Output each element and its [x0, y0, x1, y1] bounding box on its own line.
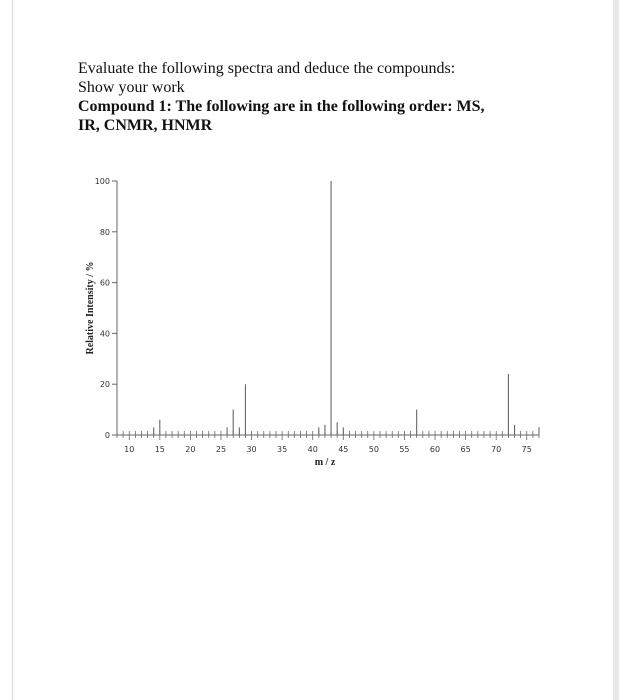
y-tick-label: 20: [99, 380, 110, 390]
x-tick-label: 75: [521, 445, 532, 454]
x-axis-ticks: [117, 431, 539, 454]
x-tick-label: 20: [185, 445, 196, 454]
x-tick-label: 60: [429, 445, 441, 454]
x-tick-label: 40: [307, 445, 318, 454]
x-tick-label: 25: [215, 445, 227, 454]
x-tick-label: 55: [399, 445, 410, 454]
x-tick-label: 10: [124, 445, 135, 454]
x-tick-label: 30: [246, 445, 257, 454]
question-line-3: Compound 1: The following are in the following order: MS,: [78, 98, 485, 115]
question-line-2: Show your work: [78, 79, 185, 96]
y-tick-label: 60: [99, 278, 110, 288]
question-line-4: IR, CNMR, HNMR: [78, 117, 213, 134]
x-tick-label: 70: [491, 445, 502, 454]
y-tick-label: 40: [99, 329, 110, 339]
y-axis-title: Relative Intensity / %: [85, 261, 96, 355]
x-tick-label: 45: [338, 445, 349, 454]
x-axis-title: m / z: [314, 457, 336, 468]
question-line-1: Evaluate the following spectra and deduce the compounds:: [78, 60, 456, 77]
y-tick-label: 0: [104, 431, 110, 440]
x-tick-label: 15: [154, 445, 165, 454]
y-axis-ticks: [95, 177, 117, 440]
chart-frame: [117, 181, 539, 435]
x-tick-label: 35: [277, 445, 288, 454]
x-tick-label: 65: [460, 445, 471, 454]
spectrum-peaks: [154, 181, 515, 435]
y-tick-label: 80: [99, 227, 110, 237]
x-tick-label: 50: [368, 445, 379, 454]
y-tick-label: 100: [94, 177, 110, 186]
